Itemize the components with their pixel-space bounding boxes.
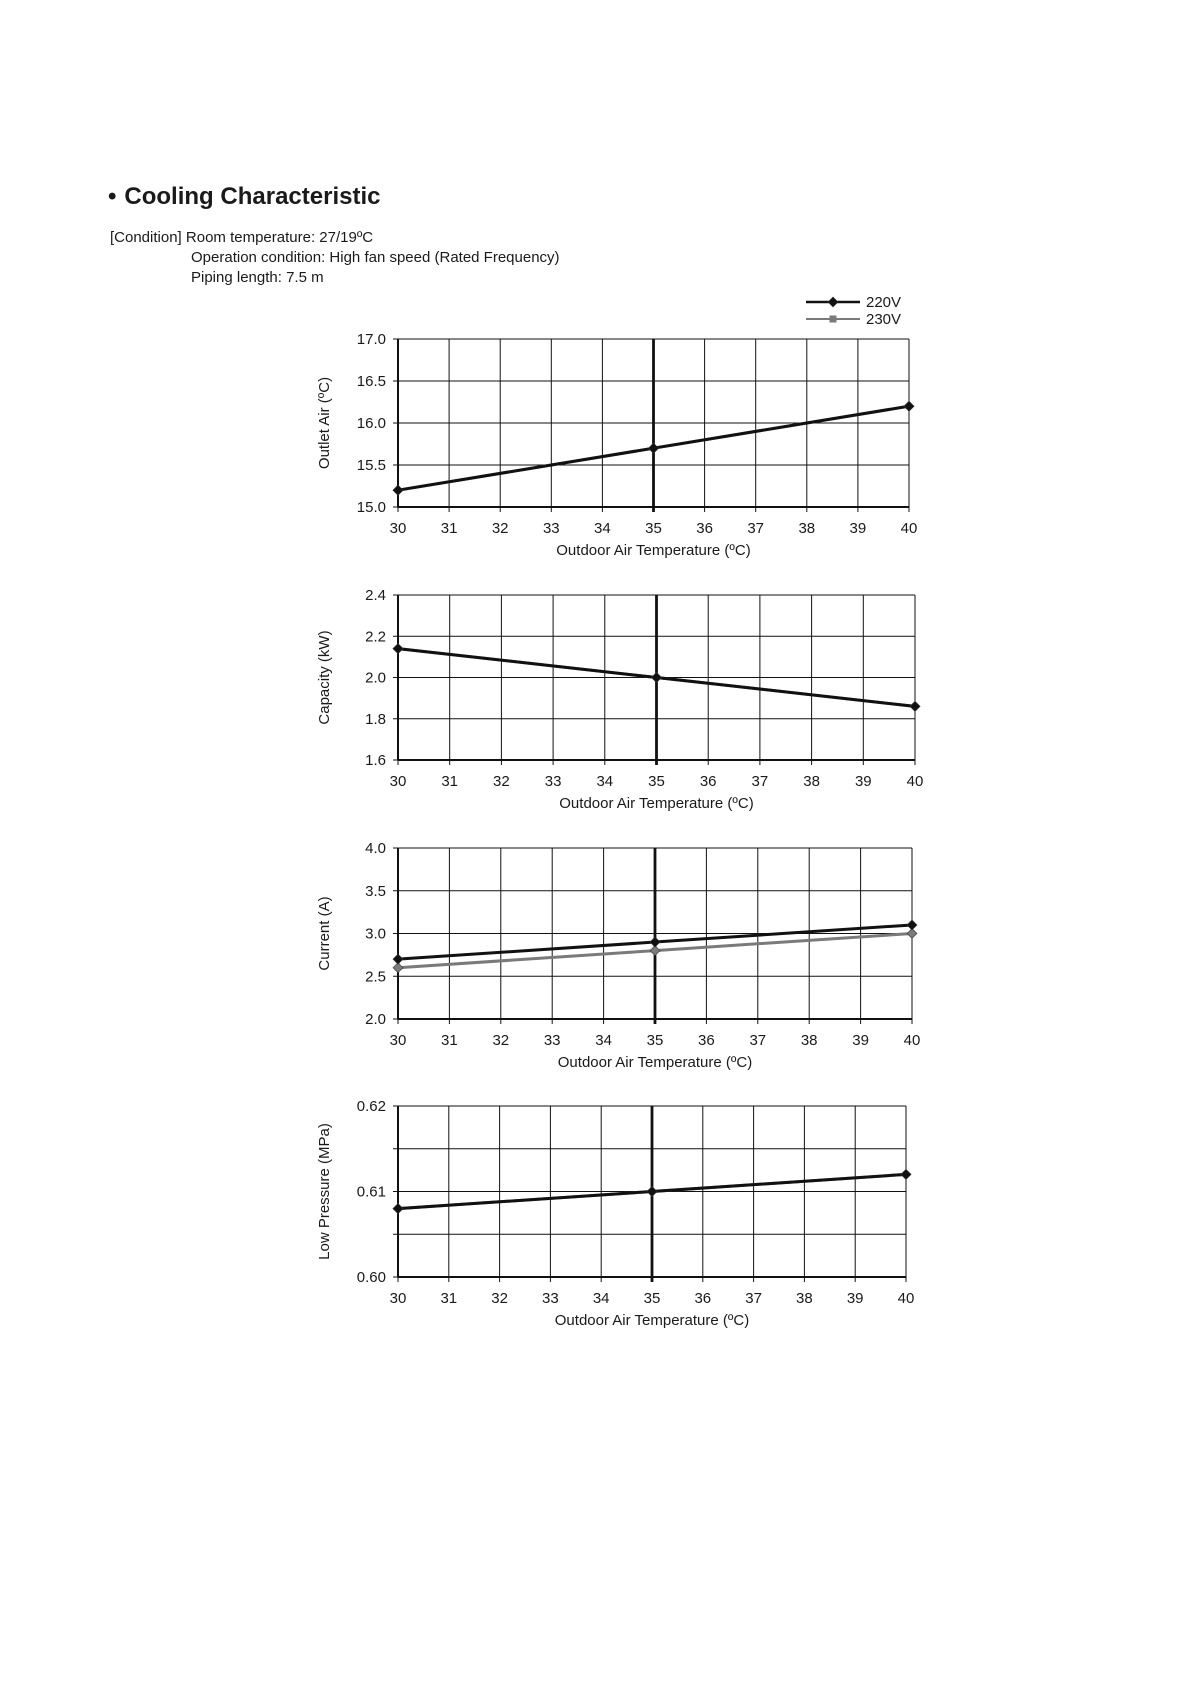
y-tick-label: 0.62	[356, 1098, 386, 1115]
data-point-220V	[652, 673, 662, 683]
y-axis-label: Current (A)	[316, 896, 333, 971]
data-point-220V	[647, 1187, 657, 1197]
y-tick-label: 4.0	[365, 840, 386, 857]
data-point-220V	[907, 920, 917, 930]
x-tick-label: 37	[751, 773, 769, 790]
condition-label: [Condition]	[110, 229, 182, 246]
x-tick-label: 39	[846, 1290, 864, 1307]
y-tick-label: 2.4	[365, 587, 386, 604]
x-tick-label: 32	[491, 520, 509, 537]
y-tick-label: 3.5	[365, 882, 386, 900]
chart-1	[316, 331, 917, 559]
x-tick-label: 30	[389, 773, 407, 790]
x-axis-label: Outdoor Air Temperature (ºC)	[554, 1312, 750, 1329]
data-point-220V	[650, 937, 660, 947]
title-text: Cooling Characteristic	[124, 183, 381, 210]
data-point-220V	[393, 644, 403, 654]
x-tick-label: 39	[854, 773, 872, 790]
x-tick-label: 36	[694, 1290, 712, 1307]
x-tick-label: 35	[643, 1290, 661, 1307]
data-point-220V	[393, 954, 403, 964]
condition-line-room-temp: Room temperature: 27/19ºC	[185, 229, 374, 246]
x-tick-label: 34	[596, 773, 614, 790]
y-tick-label: 15.5	[356, 457, 386, 474]
y-axis-label: Capacity (kW)	[316, 630, 333, 725]
chart-2	[316, 587, 923, 812]
data-point-220V	[901, 1169, 911, 1179]
x-tick-label: 31	[440, 1290, 458, 1307]
x-tick-label: 39	[849, 520, 867, 537]
x-tick-label: 32	[492, 1032, 510, 1049]
y-axis-label: Outlet Air (ºC)	[316, 376, 333, 470]
x-tick-label: 36	[696, 520, 713, 537]
y-tick-label: 2.2	[365, 628, 386, 646]
x-tick-label: 33	[542, 1290, 559, 1307]
chart-3	[316, 840, 920, 1071]
x-tick-label: 31	[440, 520, 458, 537]
chart-4	[316, 1098, 914, 1329]
legend	[806, 294, 901, 328]
x-tick-label: 39	[852, 1032, 869, 1049]
x-tick-label: 35	[645, 520, 662, 537]
y-tick-label: 16.5	[356, 373, 386, 390]
data-point-220V	[910, 701, 920, 711]
x-axis-label: Outdoor Air Temperature (ºC)	[559, 795, 754, 812]
x-tick-label: 34	[594, 520, 611, 537]
x-tick-label: 30	[389, 520, 407, 537]
y-tick-label: 16.0	[356, 415, 386, 432]
legend-label: 230V	[866, 311, 902, 328]
x-tick-label: 35	[646, 1032, 664, 1049]
x-tick-label: 36	[698, 1032, 715, 1049]
y-tick-label: 2.0	[365, 669, 386, 687]
y-tick-label: 2.0	[365, 1011, 386, 1028]
x-axis-label: Outdoor Air Temperature (ºC)	[557, 1054, 753, 1071]
x-tick-label: 37	[749, 1032, 767, 1049]
x-tick-label: 35	[648, 773, 665, 790]
x-tick-label: 38	[803, 773, 820, 790]
x-tick-label: 30	[389, 1290, 407, 1307]
condition-line-piping: Piping length: 7.5 m	[191, 269, 324, 286]
condition-line-operation: Operation condition: High fan speed (Rated Frequency)	[191, 249, 560, 266]
y-tick-label: 15.0	[356, 499, 386, 516]
x-tick-label: 32	[493, 773, 510, 790]
x-tick-label: 37	[745, 1290, 762, 1307]
y-tick-label: 0.60	[356, 1269, 386, 1286]
x-tick-label: 31	[441, 1032, 458, 1049]
x-tick-label: 40	[903, 1032, 921, 1049]
title-bullet: •	[108, 183, 117, 210]
x-tick-label: 37	[747, 520, 765, 537]
data-point-220V	[393, 1204, 403, 1214]
data-point-220V	[649, 443, 659, 453]
y-tick-label: 1.8	[365, 710, 386, 728]
x-tick-label: 32	[491, 1290, 508, 1307]
x-tick-label: 30	[389, 1032, 407, 1049]
x-tick-label: 34	[595, 1032, 612, 1049]
x-tick-label: 38	[800, 1032, 818, 1049]
y-axis-label: Low Pressure (MPa)	[316, 1123, 333, 1260]
y-tick-label: 17.0	[356, 331, 386, 348]
data-point-220V	[393, 485, 403, 495]
data-point-220V	[904, 401, 914, 411]
x-tick-label: 34	[592, 1290, 610, 1307]
x-axis-label: Outdoor Air Temperature (ºC)	[556, 542, 751, 559]
legend-square-icon	[830, 316, 837, 323]
x-tick-label: 38	[796, 1290, 813, 1307]
x-tick-label: 38	[798, 520, 816, 537]
y-tick-label: 1.6	[365, 752, 386, 769]
legend-label: 220V	[866, 294, 902, 311]
x-tick-label: 40	[906, 773, 924, 790]
x-tick-label: 33	[544, 773, 562, 790]
y-tick-label: 3.0	[365, 925, 386, 943]
x-tick-label: 33	[543, 1032, 561, 1049]
x-tick-label: 33	[542, 520, 560, 537]
x-tick-label: 31	[441, 773, 459, 790]
x-tick-label: 36	[699, 773, 717, 790]
x-tick-label: 40	[900, 520, 918, 537]
y-tick-label: 0.61	[356, 1183, 386, 1201]
legend-diamond-icon	[828, 297, 838, 307]
x-tick-label: 40	[897, 1290, 915, 1307]
y-tick-label: 2.5	[365, 968, 386, 986]
